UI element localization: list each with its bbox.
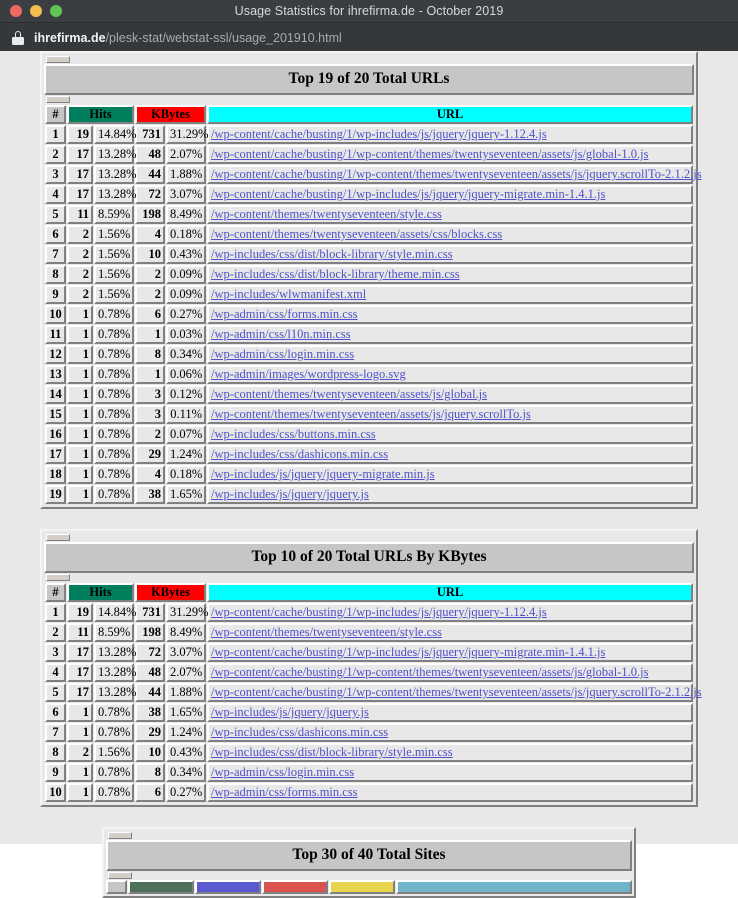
cell-rank: 11 bbox=[45, 325, 66, 344]
table-header-row bbox=[45, 583, 693, 602]
cell-rank: 6 bbox=[45, 703, 66, 722]
cell-kbytes-pct: 1.24% bbox=[166, 723, 206, 742]
cell-hits: 17 bbox=[67, 643, 93, 662]
cell-kbytes-pct: 0.12% bbox=[166, 385, 206, 404]
cell-hits: 17 bbox=[67, 683, 93, 702]
cell-hits-pct: 14.84% bbox=[94, 603, 134, 622]
cell-kbytes: 44 bbox=[135, 683, 165, 702]
close-button[interactable] bbox=[10, 5, 22, 17]
cell-url bbox=[207, 165, 702, 184]
cell-rank: 16 bbox=[45, 425, 66, 444]
cell-kbytes: 731 bbox=[135, 603, 165, 622]
cell-kbytes: 6 bbox=[135, 305, 165, 324]
cell-rank: 1 bbox=[45, 603, 66, 622]
cell-kbytes: 72 bbox=[135, 185, 165, 204]
cell-url bbox=[207, 465, 693, 484]
cell-hits-pct: 0.78% bbox=[94, 465, 134, 484]
panel-handle bbox=[108, 832, 132, 839]
column-header-url[interactable]: URL bbox=[207, 583, 693, 602]
cell-kbytes: 38 bbox=[135, 703, 165, 722]
url-link[interactable]: /wp-includes/css/dist/block-library/theme.min.css bbox=[211, 267, 460, 281]
cell-hits-pct: 1.56% bbox=[94, 245, 134, 264]
cell-url bbox=[207, 703, 693, 722]
cell-kbytes: 48 bbox=[135, 145, 165, 164]
cell-hits-pct: 1.56% bbox=[94, 285, 134, 304]
cell-kbytes-pct: 8.49% bbox=[166, 623, 206, 642]
cell-kbytes-pct: 0.18% bbox=[166, 225, 206, 244]
cell-kbytes: 198 bbox=[135, 205, 165, 224]
cell-kbytes-pct: 0.03% bbox=[166, 325, 206, 344]
table-row bbox=[45, 445, 693, 464]
cell-hits-pct: 0.78% bbox=[94, 305, 134, 324]
cell-hits-pct: 13.28% bbox=[94, 165, 134, 184]
url-link[interactable]: /wp-admin/css/forms.min.css bbox=[211, 785, 358, 799]
cell-hits: 1 bbox=[67, 385, 93, 404]
cell-hits-pct: 0.78% bbox=[94, 445, 134, 464]
table-row bbox=[45, 225, 693, 244]
cell-url bbox=[207, 345, 693, 364]
cell-url bbox=[207, 225, 693, 244]
cell-kbytes: 29 bbox=[135, 445, 165, 464]
url-link[interactable]: /wp-includes/css/dashicons.min.css bbox=[211, 447, 389, 461]
cell-hits: 1 bbox=[67, 723, 93, 742]
cell-kbytes: 2 bbox=[135, 285, 165, 304]
cell-kbytes: 10 bbox=[135, 743, 165, 762]
cell-kbytes: 38 bbox=[135, 485, 165, 504]
cell-kbytes-pct: 0.27% bbox=[166, 305, 206, 324]
table-row bbox=[45, 703, 693, 722]
table-title-top-urls: Top 19 of 20 Total URLs bbox=[44, 64, 694, 95]
panel-handle bbox=[46, 96, 70, 103]
cell-kbytes-pct: 2.07% bbox=[166, 145, 206, 164]
cell-rank: 5 bbox=[45, 205, 66, 224]
column-header-num[interactable]: # bbox=[45, 105, 66, 124]
url-link[interactable]: /wp-content/cache/busting/1/wp-content/themes/twentyseventeen/assets/js/global-1.0.js bbox=[211, 147, 649, 161]
url-link[interactable]: /wp-includes/js/jquery/jquery.js bbox=[211, 487, 369, 501]
cell-kbytes-pct: 0.09% bbox=[166, 265, 206, 284]
table-title-top-urls-by-kbytes: Top 10 of 20 Total URLs By KBytes bbox=[44, 542, 694, 573]
cell-hits-pct: 1.56% bbox=[94, 265, 134, 284]
cell-kbytes: 1 bbox=[135, 365, 165, 384]
panel-handle bbox=[46, 534, 70, 541]
cell-kbytes: 3 bbox=[135, 385, 165, 404]
cell-hits: 1 bbox=[67, 325, 93, 344]
url-link[interactable]: /wp-content/cache/busting/1/wp-content/themes/twentyseventeen/assets/js/jquery.scrollTo-2.1.2.js bbox=[211, 685, 702, 699]
cell-rank: 4 bbox=[45, 185, 66, 204]
table-row bbox=[45, 245, 693, 264]
url-link[interactable]: /wp-includes/js/jquery/jquery-migrate.min.js bbox=[211, 467, 435, 481]
cell-hits: 17 bbox=[67, 145, 93, 164]
table-row bbox=[45, 663, 693, 682]
cell-rank: 19 bbox=[45, 485, 66, 504]
table-row bbox=[45, 603, 693, 622]
cell-kbytes: 1 bbox=[135, 325, 165, 344]
cell-rank: 10 bbox=[45, 305, 66, 324]
cell-hits: 1 bbox=[67, 305, 93, 324]
column-header-hostname[interactable] bbox=[396, 880, 632, 894]
cell-rank: 17 bbox=[45, 445, 66, 464]
cell-hits: 1 bbox=[67, 365, 93, 384]
column-header-hits[interactable]: Hits bbox=[67, 105, 134, 124]
cell-kbytes: 4 bbox=[135, 465, 165, 484]
table-row bbox=[45, 285, 693, 304]
table-top-urls bbox=[44, 104, 702, 505]
cell-hits-pct: 0.78% bbox=[94, 365, 134, 384]
cell-url bbox=[207, 683, 702, 702]
cell-kbytes-pct: 0.43% bbox=[166, 743, 206, 762]
cell-rank: 12 bbox=[45, 345, 66, 364]
url-link[interactable]: /wp-admin/images/wordpress-logo.svg bbox=[211, 367, 406, 381]
cell-hits: 11 bbox=[67, 623, 93, 642]
table-row bbox=[45, 185, 693, 204]
cell-url bbox=[207, 145, 693, 164]
cell-url bbox=[207, 325, 693, 344]
table-row bbox=[45, 325, 693, 344]
cell-kbytes: 29 bbox=[135, 723, 165, 742]
cell-url bbox=[207, 723, 693, 742]
column-header-files[interactable] bbox=[195, 880, 261, 894]
url-link[interactable]: /wp-admin/css/l10n.min.css bbox=[211, 327, 351, 341]
cell-url bbox=[207, 285, 693, 304]
cell-hits: 2 bbox=[67, 245, 93, 264]
cell-kbytes: 731 bbox=[135, 125, 165, 144]
url-link[interactable]: /wp-content/cache/busting/1/wp-includes/js/jquery/jquery-1.12.4.js bbox=[211, 127, 547, 141]
cell-kbytes-pct: 1.65% bbox=[166, 485, 206, 504]
cell-hits: 19 bbox=[67, 603, 93, 622]
cell-hits-pct: 13.28% bbox=[94, 683, 134, 702]
cell-hits-pct: 8.59% bbox=[94, 623, 134, 642]
cell-rank: 18 bbox=[45, 465, 66, 484]
cell-hits: 19 bbox=[67, 125, 93, 144]
cell-hits-pct: 13.28% bbox=[94, 663, 134, 682]
table-row bbox=[45, 465, 693, 484]
cell-hits: 2 bbox=[67, 743, 93, 762]
cell-rank: 10 bbox=[45, 783, 66, 802]
address-bar-path: /plesk-stat/webstat-ssl/usage_201910.html bbox=[105, 30, 342, 45]
cell-rank: 4 bbox=[45, 663, 66, 682]
page-content bbox=[0, 51, 738, 863]
table-title-top-sites: Top 30 of 40 Total Sites bbox=[106, 840, 632, 871]
table-row bbox=[45, 623, 693, 642]
cell-url bbox=[207, 265, 693, 284]
column-header-hits[interactable]: Hits bbox=[67, 583, 134, 602]
cell-kbytes-pct: 8.49% bbox=[166, 205, 206, 224]
url-link[interactable]: /wp-content/themes/twentyseventeen/assets/css/blocks.css bbox=[211, 227, 503, 241]
cell-kbytes: 3 bbox=[135, 405, 165, 424]
cell-rank: 3 bbox=[45, 165, 66, 184]
url-link[interactable]: /wp-includes/css/dist/block-library/style.min.css bbox=[211, 247, 453, 261]
cell-kbytes-pct: 0.18% bbox=[166, 465, 206, 484]
url-link[interactable]: /wp-admin/css/login.min.css bbox=[211, 765, 355, 779]
cell-rank: 9 bbox=[45, 763, 66, 782]
cell-kbytes: 2 bbox=[135, 265, 165, 284]
url-link[interactable]: /wp-content/cache/busting/1/wp-content/themes/twentyseventeen/assets/js/global-1.0.js bbox=[211, 665, 649, 679]
cell-kbytes-pct: 1.24% bbox=[166, 445, 206, 464]
cell-kbytes-pct: 0.34% bbox=[166, 345, 206, 364]
cell-rank: 2 bbox=[45, 145, 66, 164]
cell-rank: 7 bbox=[45, 723, 66, 742]
cell-url bbox=[207, 425, 693, 444]
cell-kbytes: 10 bbox=[135, 245, 165, 264]
address-bar[interactable] bbox=[0, 23, 738, 53]
cell-hits: 1 bbox=[67, 425, 93, 444]
table-row bbox=[45, 145, 693, 164]
cell-hits: 2 bbox=[67, 265, 93, 284]
url-link[interactable]: /wp-includes/wlwmanifest.xml bbox=[211, 287, 367, 301]
column-header-url[interactable]: URL bbox=[207, 105, 693, 124]
cell-kbytes-pct: 0.43% bbox=[166, 245, 206, 264]
cell-url bbox=[207, 305, 693, 324]
cell-url bbox=[207, 603, 693, 622]
column-header-kbytes[interactable] bbox=[262, 880, 328, 894]
table-row bbox=[45, 783, 693, 802]
maximize-button[interactable] bbox=[50, 5, 62, 17]
table-row bbox=[45, 763, 693, 782]
section-top-sites bbox=[102, 827, 636, 898]
cell-rank: 13 bbox=[45, 365, 66, 384]
section-top-urls bbox=[40, 51, 702, 509]
lock-icon bbox=[12, 31, 24, 45]
cell-kbytes-pct: 0.34% bbox=[166, 763, 206, 782]
cell-hits: 1 bbox=[67, 763, 93, 782]
cell-hits: 17 bbox=[67, 663, 93, 682]
cell-hits-pct: 1.56% bbox=[94, 225, 134, 244]
cell-url bbox=[207, 205, 693, 224]
cell-url bbox=[207, 623, 693, 642]
cell-hits-pct: 8.59% bbox=[94, 205, 134, 224]
cell-url bbox=[207, 445, 693, 464]
section-top-urls-by-kbytes bbox=[40, 529, 702, 807]
cell-kbytes: 72 bbox=[135, 643, 165, 662]
column-header-kbytes[interactable]: KBytes bbox=[135, 105, 206, 124]
cell-kbytes: 2 bbox=[135, 425, 165, 444]
url-link[interactable]: /wp-includes/css/buttons.min.css bbox=[211, 427, 376, 441]
cell-rank: 8 bbox=[45, 743, 66, 762]
column-header-num[interactable]: # bbox=[45, 583, 66, 602]
cell-kbytes: 44 bbox=[135, 165, 165, 184]
cell-hits-pct: 13.28% bbox=[94, 643, 134, 662]
table-row bbox=[45, 345, 693, 364]
cell-rank: 8 bbox=[45, 265, 66, 284]
panel-handle bbox=[46, 574, 70, 581]
address-bar-domain: ihrefirma.de bbox=[34, 30, 106, 45]
cell-hits-pct: 0.78% bbox=[94, 405, 134, 424]
column-header-hits[interactable] bbox=[128, 880, 194, 894]
cell-hits-pct: 0.78% bbox=[94, 763, 134, 782]
cell-kbytes: 8 bbox=[135, 763, 165, 782]
url-link[interactable]: /wp-includes/js/jquery/jquery.js bbox=[211, 705, 369, 719]
table-row bbox=[45, 405, 693, 424]
url-link[interactable]: /wp-content/themes/twentyseventeen/assets/js/global.js bbox=[211, 387, 488, 401]
cell-hits-pct: 0.78% bbox=[94, 723, 134, 742]
cell-url bbox=[207, 743, 693, 762]
cell-rank: 5 bbox=[45, 683, 66, 702]
url-link[interactable]: /wp-content/themes/twentyseventeen/style.css bbox=[211, 625, 442, 639]
cell-hits-pct: 13.28% bbox=[94, 145, 134, 164]
minimize-button[interactable] bbox=[30, 5, 42, 17]
cell-rank: 3 bbox=[45, 643, 66, 662]
url-link[interactable]: /wp-content/cache/busting/1/wp-includes/js/jquery/jquery-migrate.min-1.4.1.js bbox=[211, 187, 606, 201]
cell-url bbox=[207, 485, 693, 504]
url-link[interactable]: /wp-admin/css/forms.min.css bbox=[211, 307, 358, 321]
window-title: Usage Statistics for ihrefirma.de - October 2019 bbox=[234, 4, 504, 18]
cell-hits: 17 bbox=[67, 185, 93, 204]
table-row bbox=[45, 205, 693, 224]
cell-kbytes-pct: 2.07% bbox=[166, 663, 206, 682]
table-row bbox=[45, 265, 693, 284]
column-header-visits[interactable] bbox=[329, 880, 395, 894]
cell-url bbox=[207, 783, 693, 802]
panel-handle bbox=[46, 56, 70, 63]
url-link[interactable]: /wp-includes/css/dist/block-library/style.min.css bbox=[211, 745, 453, 759]
cell-kbytes: 4 bbox=[135, 225, 165, 244]
panel-top-urls bbox=[40, 51, 702, 509]
panel-top-urls-by-kbytes bbox=[40, 529, 702, 807]
cell-hits: 1 bbox=[67, 405, 93, 424]
cell-rank: 2 bbox=[45, 623, 66, 642]
table-row bbox=[45, 743, 693, 762]
cell-rank: 14 bbox=[45, 385, 66, 404]
cell-rank: 6 bbox=[45, 225, 66, 244]
cell-url bbox=[207, 643, 693, 662]
table-row bbox=[45, 723, 693, 742]
cell-url bbox=[207, 245, 693, 264]
table-row bbox=[45, 485, 693, 504]
cell-hits: 1 bbox=[67, 783, 93, 802]
cell-hits-pct: 0.78% bbox=[94, 703, 134, 722]
cell-url bbox=[207, 663, 693, 682]
cell-kbytes-pct: 0.27% bbox=[166, 783, 206, 802]
section-gap bbox=[0, 509, 738, 529]
table-row bbox=[45, 425, 693, 444]
panel-top-sites bbox=[102, 827, 636, 898]
cell-kbytes-pct: 1.88% bbox=[166, 165, 206, 184]
table-row bbox=[45, 125, 693, 144]
cell-hits: 1 bbox=[67, 485, 93, 504]
table-row bbox=[45, 385, 693, 404]
cell-hits: 2 bbox=[67, 225, 93, 244]
cell-rank: 15 bbox=[45, 405, 66, 424]
cell-kbytes-pct: 1.65% bbox=[166, 703, 206, 722]
cell-hits: 1 bbox=[67, 445, 93, 464]
cell-hits-pct: 0.78% bbox=[94, 325, 134, 344]
table-body bbox=[45, 603, 702, 802]
cell-kbytes-pct: 0.07% bbox=[166, 425, 206, 444]
url-link[interactable]: /wp-admin/css/login.min.css bbox=[211, 347, 355, 361]
cell-kbytes: 6 bbox=[135, 783, 165, 802]
cell-hits-pct: 1.56% bbox=[94, 743, 134, 762]
table-row bbox=[45, 165, 693, 184]
url-link[interactable]: /wp-content/cache/busting/1/wp-includes/js/jquery/jquery-1.12.4.js bbox=[211, 605, 547, 619]
cell-hits: 17 bbox=[67, 165, 93, 184]
url-link[interactable]: /wp-content/cache/busting/1/wp-content/themes/twentyseventeen/assets/js/jquery.scrollTo-2.1.2.js bbox=[211, 167, 702, 181]
cell-rank: 7 bbox=[45, 245, 66, 264]
cell-hits: 1 bbox=[67, 345, 93, 364]
cell-url bbox=[207, 365, 693, 384]
cell-hits-pct: 0.78% bbox=[94, 345, 134, 364]
cell-rank: 1 bbox=[45, 125, 66, 144]
table-top-sites-header-row bbox=[106, 880, 632, 894]
cell-kbytes: 8 bbox=[135, 345, 165, 364]
cell-hits: 2 bbox=[67, 285, 93, 304]
table-row bbox=[45, 305, 693, 324]
table-body bbox=[45, 125, 702, 504]
address-bar-url bbox=[34, 31, 342, 45]
cell-url bbox=[207, 405, 693, 424]
cell-kbytes-pct: 3.07% bbox=[166, 643, 206, 662]
cell-url bbox=[207, 125, 693, 144]
cell-hits-pct: 14.84% bbox=[94, 125, 134, 144]
cell-hits: 11 bbox=[67, 205, 93, 224]
cell-kbytes-pct: 0.06% bbox=[166, 365, 206, 384]
panel-handle bbox=[108, 872, 132, 879]
column-header-num[interactable] bbox=[106, 880, 127, 894]
table-row bbox=[45, 365, 693, 384]
cell-kbytes-pct: 3.07% bbox=[166, 185, 206, 204]
cell-kbytes-pct: 1.88% bbox=[166, 683, 206, 702]
column-header-kbytes[interactable]: KBytes bbox=[135, 583, 206, 602]
cell-kbytes-pct: 31.29% bbox=[166, 125, 206, 144]
url-link[interactable]: /wp-content/cache/busting/1/wp-includes/js/jquery/jquery-migrate.min-1.4.1.js bbox=[211, 645, 606, 659]
cell-url bbox=[207, 763, 693, 782]
table-row bbox=[45, 643, 693, 662]
section-gap bbox=[0, 807, 738, 827]
url-link[interactable]: /wp-content/themes/twentyseventeen/assets/js/jquery.scrollTo.js bbox=[211, 407, 531, 421]
cell-hits: 1 bbox=[67, 465, 93, 484]
cell-kbytes-pct: 0.11% bbox=[166, 405, 206, 424]
table-top-urls-by-kbytes bbox=[44, 582, 702, 803]
cell-kbytes: 48 bbox=[135, 663, 165, 682]
window-titlebar bbox=[0, 0, 738, 23]
url-link[interactable]: /wp-includes/css/dashicons.min.css bbox=[211, 725, 389, 739]
cell-hits-pct: 13.28% bbox=[94, 185, 134, 204]
cell-url bbox=[207, 185, 693, 204]
cell-hits-pct: 0.78% bbox=[94, 485, 134, 504]
cell-kbytes-pct: 31.29% bbox=[166, 603, 206, 622]
cell-url bbox=[207, 385, 693, 404]
cell-hits-pct: 0.78% bbox=[94, 783, 134, 802]
table-row bbox=[45, 683, 693, 702]
url-link[interactable]: /wp-content/themes/twentyseventeen/style.css bbox=[211, 207, 442, 221]
window-controls bbox=[0, 5, 62, 17]
cell-kbytes-pct: 0.09% bbox=[166, 285, 206, 304]
table-header-row bbox=[45, 105, 693, 124]
cell-rank: 9 bbox=[45, 285, 66, 304]
cell-hits-pct: 0.78% bbox=[94, 385, 134, 404]
cell-hits-pct: 0.78% bbox=[94, 425, 134, 444]
cell-kbytes: 198 bbox=[135, 623, 165, 642]
cell-hits: 1 bbox=[67, 703, 93, 722]
